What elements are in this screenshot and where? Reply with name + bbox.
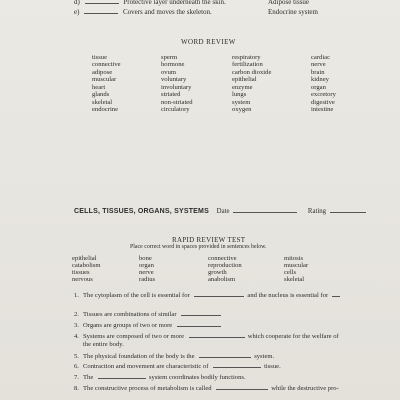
question-text: Organs are groups of two or more xyxy=(83,322,173,329)
word-review-word: tissue xyxy=(92,54,108,61)
rapid-review-word: anabolism xyxy=(208,276,236,284)
word-review-word: oxygen xyxy=(232,106,252,114)
word-review-word: intestine xyxy=(311,106,334,114)
word-review-word: lungs xyxy=(232,91,247,99)
word-review-word: organ xyxy=(311,83,326,91)
rapid-review-word: organ xyxy=(139,262,154,270)
rapid-review-word: radius xyxy=(139,276,156,284)
word-review-word: hormone xyxy=(161,61,185,69)
rapid-review-word: nerve xyxy=(139,269,154,277)
rapid-review-word: mitosis xyxy=(284,255,304,262)
question-number: 2. xyxy=(74,311,79,318)
rapid-review-word: growth xyxy=(208,269,227,277)
word-review-word: circulatory xyxy=(161,106,190,114)
word-review-word: muscular xyxy=(92,76,117,84)
answer-blank[interactable] xyxy=(85,0,119,4)
rapid-review-title: RAPID REVIEW TEST xyxy=(172,236,246,244)
rapid-review-word: skeletal xyxy=(284,276,305,284)
word-review-word: adipose xyxy=(92,68,113,76)
question-text-cont: and the nucleus is essential for xyxy=(247,292,329,299)
word-review-word: enzyme xyxy=(232,83,253,91)
word-review-column-2 xyxy=(161,54,193,114)
rapid-review-word: reproduction xyxy=(208,262,242,270)
question-2 xyxy=(74,310,221,319)
rapid-review-column-1 xyxy=(72,255,101,283)
answer-blank[interactable] xyxy=(84,8,118,14)
question-text-cont: while the destructive pro- xyxy=(271,385,339,392)
word-review-title: WORD REVIEW xyxy=(181,38,236,46)
rapid-review-word: nervous xyxy=(72,276,93,284)
question-text-cont: system coordinates bodily functions. xyxy=(148,374,246,381)
word-review-word: endocrine xyxy=(92,106,118,114)
word-review-word: fertilization xyxy=(232,61,263,69)
question-number: 5. xyxy=(74,353,79,360)
question-5 xyxy=(74,352,274,361)
word-review-word: heart xyxy=(92,83,106,91)
rapid-review-word: cells xyxy=(284,269,297,277)
rating-field[interactable] xyxy=(330,207,366,213)
word-review-word: non-striated xyxy=(161,98,193,106)
question-text: the entire body. xyxy=(83,341,124,348)
question-number: 1. xyxy=(74,292,79,299)
question-7 xyxy=(74,373,246,382)
rapid-review-column-3 xyxy=(208,255,242,283)
word-review-word: ovum xyxy=(161,68,177,76)
answer-blank[interactable] xyxy=(177,321,221,327)
question-4-cont xyxy=(74,341,124,349)
question-number: 7. xyxy=(74,374,79,381)
word-review-column-4 xyxy=(311,54,336,114)
word-review-word: system xyxy=(232,98,251,106)
answer-blank[interactable] xyxy=(216,384,268,390)
question-text-cont: tissue. xyxy=(264,363,281,370)
question-text: Contraction and movement are characteristic of xyxy=(83,363,209,370)
question-number: 4. xyxy=(74,333,79,340)
question-text-cont: which cooperate for the welfare of xyxy=(247,333,339,340)
word-review-word: nerve xyxy=(311,61,326,69)
word-review-word: sperm xyxy=(161,54,178,61)
word-review-word: respiratory xyxy=(232,54,261,61)
question-text: Systems are composed of two or more xyxy=(83,333,185,340)
word-review-word: involuntary xyxy=(161,83,192,91)
match-letter: e) xyxy=(74,8,80,16)
rapid-review-word: catabolism xyxy=(72,262,101,270)
word-review-column-3 xyxy=(232,54,271,114)
word-review-word: voluntary xyxy=(161,76,187,84)
rapid-review-word: connective xyxy=(208,255,237,262)
rapid-review-word: epithelial xyxy=(72,255,97,262)
section-title: CELLS, TISSUES, ORGANS, SYSTEMS xyxy=(74,208,209,215)
match-row-d xyxy=(74,0,226,6)
question-number: 6. xyxy=(74,363,79,370)
word-review-word: digestive xyxy=(311,98,335,106)
rapid-review-instruction: Place correct word in spaces provided in sentences below. xyxy=(130,244,267,250)
match-row-e xyxy=(74,8,212,16)
word-review-word: brain xyxy=(311,68,325,76)
question-6 xyxy=(74,362,281,371)
question-text: The cytoplasm of the cell is essential for xyxy=(83,292,190,299)
rapid-review-column-4 xyxy=(284,255,308,283)
word-review-word: excretory xyxy=(311,91,336,99)
match-text: Covers and moves the skeleton. xyxy=(122,8,212,16)
answer-blank[interactable] xyxy=(194,291,244,297)
question-text: The constructive process of metabolism is called xyxy=(83,385,212,392)
word-review-column-1 xyxy=(92,54,121,114)
rapid-review-word: bone xyxy=(139,255,152,262)
section-header-line xyxy=(74,207,366,215)
rapid-review-column-2 xyxy=(139,255,155,283)
date-label: Date xyxy=(216,208,230,215)
question-text: The xyxy=(83,374,94,381)
question-number: 3. xyxy=(74,322,79,329)
word-review-word: carbon dioxide xyxy=(232,68,272,76)
question-number: 8. xyxy=(74,385,79,392)
question-text: Tissues are combinations of similar xyxy=(83,311,177,318)
answer-blank[interactable] xyxy=(199,352,251,358)
word-review-word: epithelial xyxy=(232,76,257,84)
rapid-review-word: tissues xyxy=(72,269,90,277)
answer-blank[interactable] xyxy=(181,310,221,316)
match-letter: d) xyxy=(74,0,80,6)
question-8 xyxy=(74,384,339,393)
rapid-review-word: muscular xyxy=(284,262,309,270)
rating-label: Rating xyxy=(307,208,327,215)
word-review-word: kidney xyxy=(311,76,329,84)
answer-blank[interactable] xyxy=(332,291,340,297)
date-field[interactable] xyxy=(233,207,297,213)
question-3 xyxy=(74,321,221,330)
answer-blank[interactable] xyxy=(189,332,245,338)
question-text-cont: system. xyxy=(254,353,275,360)
match-right-d: Adipose tissue xyxy=(268,0,310,6)
answer-blank[interactable] xyxy=(98,373,146,379)
answer-blank[interactable] xyxy=(213,362,261,368)
word-review-word: striated xyxy=(161,91,181,99)
question-text: The physical foundation of the body is the xyxy=(83,353,195,360)
match-text: Protective layer underneath the skin. xyxy=(123,0,226,6)
word-review-word: cardiac xyxy=(311,54,331,61)
question-4 xyxy=(74,332,339,341)
word-review-word: skeletal xyxy=(92,98,113,106)
question-1 xyxy=(74,291,340,300)
word-review-word: glands xyxy=(92,91,110,99)
word-review-word: connective xyxy=(92,61,121,69)
match-right-e: Endocrine system xyxy=(268,8,318,16)
